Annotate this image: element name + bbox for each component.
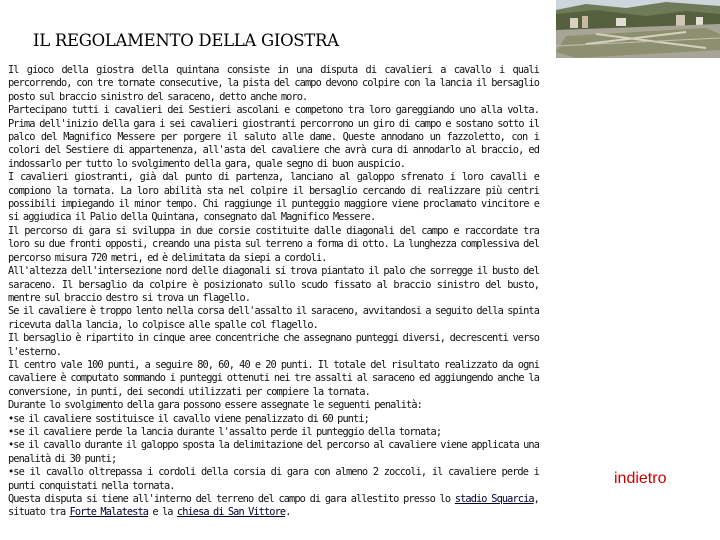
- location-text-mid: e la: [148, 506, 177, 519]
- paragraph: I cavalieri giostranti, già dal punto di partenza, lanciano al galoppo sfrenato i loro cavalli e compiono la tornata. La loro abilità sta nel colpire il bersaglio cercando di realizzare più centri possibili impiegando il minor tempo. Chi raggiunge il punteggio maggiore viene proclamato vincitore e si aggiudica il Palio della Quintana, consegnato dal Magnifico Messere.: [8, 171, 539, 224]
- paragraph: Il percorso di gara si sviluppa in due corsie costituite dalle diagonali del campo e raccordate tra loro su due fronti opposti, creando una pista sul terreno a forma di otto. La lunghezza complessiva del percorso misura 720 metri, ed è delimitata da siepi a cordoli.: [8, 224, 539, 264]
- paragraph: Durante lo svolgimento della gara possono essere assegnate le seguenti penalità:: [8, 399, 422, 412]
- location-text-start: Questa disputa si tiene all'interno del terreno del campo di gara allestito presso lo: [8, 493, 455, 505]
- paragraph: All'altezza dell'intersezione nord delle diagonali si trova piantato il palo che sorregge il busto del saraceno. Il bersaglio da colpire è posizionato sullo scudo fissato al braccio sinistro del busto, mentre sul braccio destro si trova un flagello.: [8, 265, 539, 304]
- paragraph: Il bersaglio è ripartito in cinque aree concentriche che assegnano punteggi diversi, decrescenti verso l'esterno.: [8, 332, 539, 358]
- link-forte-malatesta[interactable]: Forte Malatesta: [69, 506, 149, 519]
- penalty-item: •se il cavallo durante il galoppo sposta la delimitazione del percorso al cavaliere viene applicata una penalità di 30 punti;: [8, 439, 539, 465]
- penalty-item: •se il cavaliere sostituisce il cavallo viene penalizzato di 60 punti;: [8, 412, 369, 425]
- location-paragraph: [8, 493, 539, 520]
- penalty-item: •se il cavallo oltrepassa i cordoli della corsia di gara con almeno 2 zoccoli, il cavaliere perde i punti conquistati nella tornata.: [8, 466, 539, 492]
- paragraph: Il gioco della giostra della quintana consiste in una disputa di cavalieri a cavallo i quali percorrendo, con tre tornate consecutive, la pista del campo devono colpire con la lancia il bersaglio posto sul braccio sinistro del saraceno, detto anche moro.: [8, 64, 539, 103]
- paragraph: Il centro vale 100 punti, a seguire 80, 60, 40 e 20 punti. Il totale del risultato realizzato da ogni cavaliere è computato sommando i punteggi ottenuti nei tre assalti al saraceno ed aggiungendo anche la conversione, in punti, dei secondi utilizzati per compiere la tornata.: [8, 358, 539, 398]
- page-title: IL REGOLAMENTO DELLA GIOSTRA: [33, 31, 339, 50]
- location-text-mid: , situato tra: [8, 493, 539, 519]
- back-link[interactable]: indietro: [614, 470, 667, 487]
- location-text-end: .: [285, 506, 291, 519]
- link-chiesa-san-vittore[interactable]: chiesa di San Vittore: [176, 506, 286, 519]
- stadium-photo-image: [556, 0, 720, 58]
- penalty-item: •se il cavaliere perde la lancia durante l'assalto perde il punteggio della tornata;: [8, 425, 442, 438]
- regulation-text: [8, 64, 539, 520]
- paragraph: Se il cavaliere è troppo lento nella corsa dell'assalto il saraceno, avvitandosi a seguito della spinta ricevuta dalla lancia, lo colpisce alle spalle col flagello.: [8, 305, 539, 331]
- link-stadio-squarcia[interactable]: stadio Squarcia: [454, 493, 534, 505]
- stadium-photo: [556, 0, 720, 58]
- paragraph: Partecipano tutti i cavalieri dei Sestieri ascolani e competono tra loro gareggiando uno alla volta. Prima dell'inizio della gara i sei cavalieri giostranti percorrono un giro di campo e sostano sotto il palco del Magnifico Messere per porgere il saluto alle dame. Queste annodano un fazzoletto, con i colori del Sestiere di appartenenza, all'asta del cavaliere che avrà cura di annodarlo al braccio, ed indossarlo per tutto lo svolgimento della gara, quale segno di buon auspicio.: [8, 104, 539, 170]
